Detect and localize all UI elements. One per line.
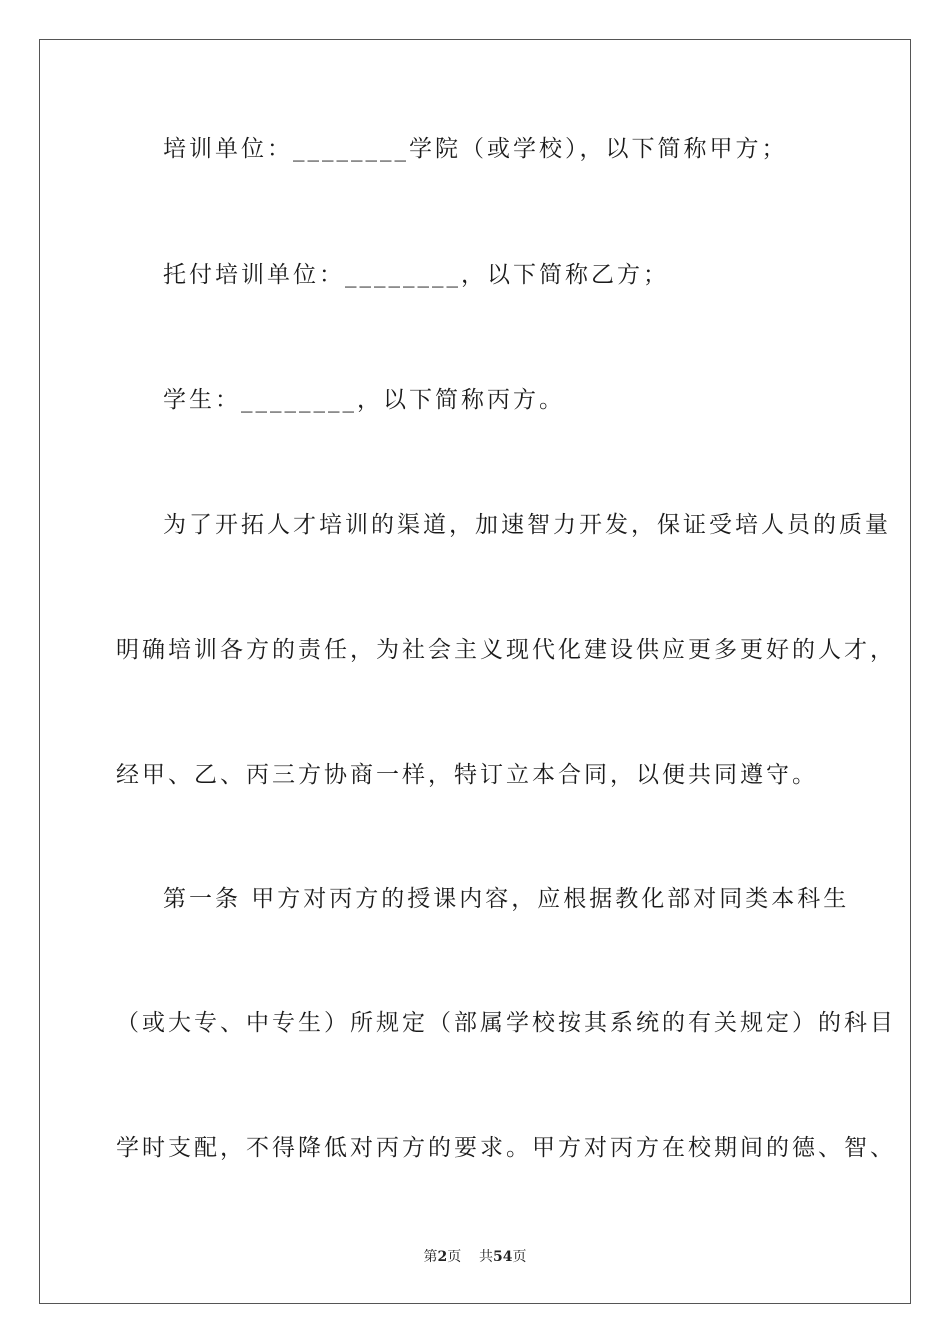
paragraph-purpose-line-3: 经甲、乙、丙三方协商一样，特订立本合同，以便共同遵守。 [116, 762, 818, 788]
footer-current-page: 2 [437, 1249, 448, 1265]
footer-page-suffix: 页 [447, 1249, 462, 1265]
paragraph-purpose-line-1: 为了开拓人才培训的渠道，加速智力开发，保证受培人员的质量 [163, 512, 891, 538]
paragraph-purpose-line-2: 明确培训各方的责任，为社会主义现代化建设供应更多更好的人才， [116, 637, 896, 663]
page-frame [39, 39, 911, 1304]
article-one-line-1: 第一条 甲方对丙方的授课内容，应根据教化部对同类本科生 [163, 886, 850, 912]
footer-page-prefix: 第 [423, 1249, 438, 1265]
paragraph-training-unit: 培训单位：________学院（或学校），以下简称甲方； [163, 136, 788, 162]
page-footer [0, 1246, 950, 1266]
footer-total-pages: 54 [493, 1249, 513, 1265]
paragraph-student: 学生：________，以下简称丙方。 [163, 387, 565, 413]
paragraph-entrusting-unit: 托付培训单位：________，以下简称乙方； [163, 262, 669, 288]
footer-total-suffix: 页 [512, 1249, 527, 1265]
footer-total-prefix: 共 [479, 1249, 494, 1265]
article-one-line-3: 学时支配，不得降低对丙方的要求。甲方对丙方在校期间的德、智、 [116, 1135, 896, 1161]
article-one-line-2: （或大专、中专生）所规定（部属学校按其系统的有关规定）的科目 [116, 1010, 896, 1036]
